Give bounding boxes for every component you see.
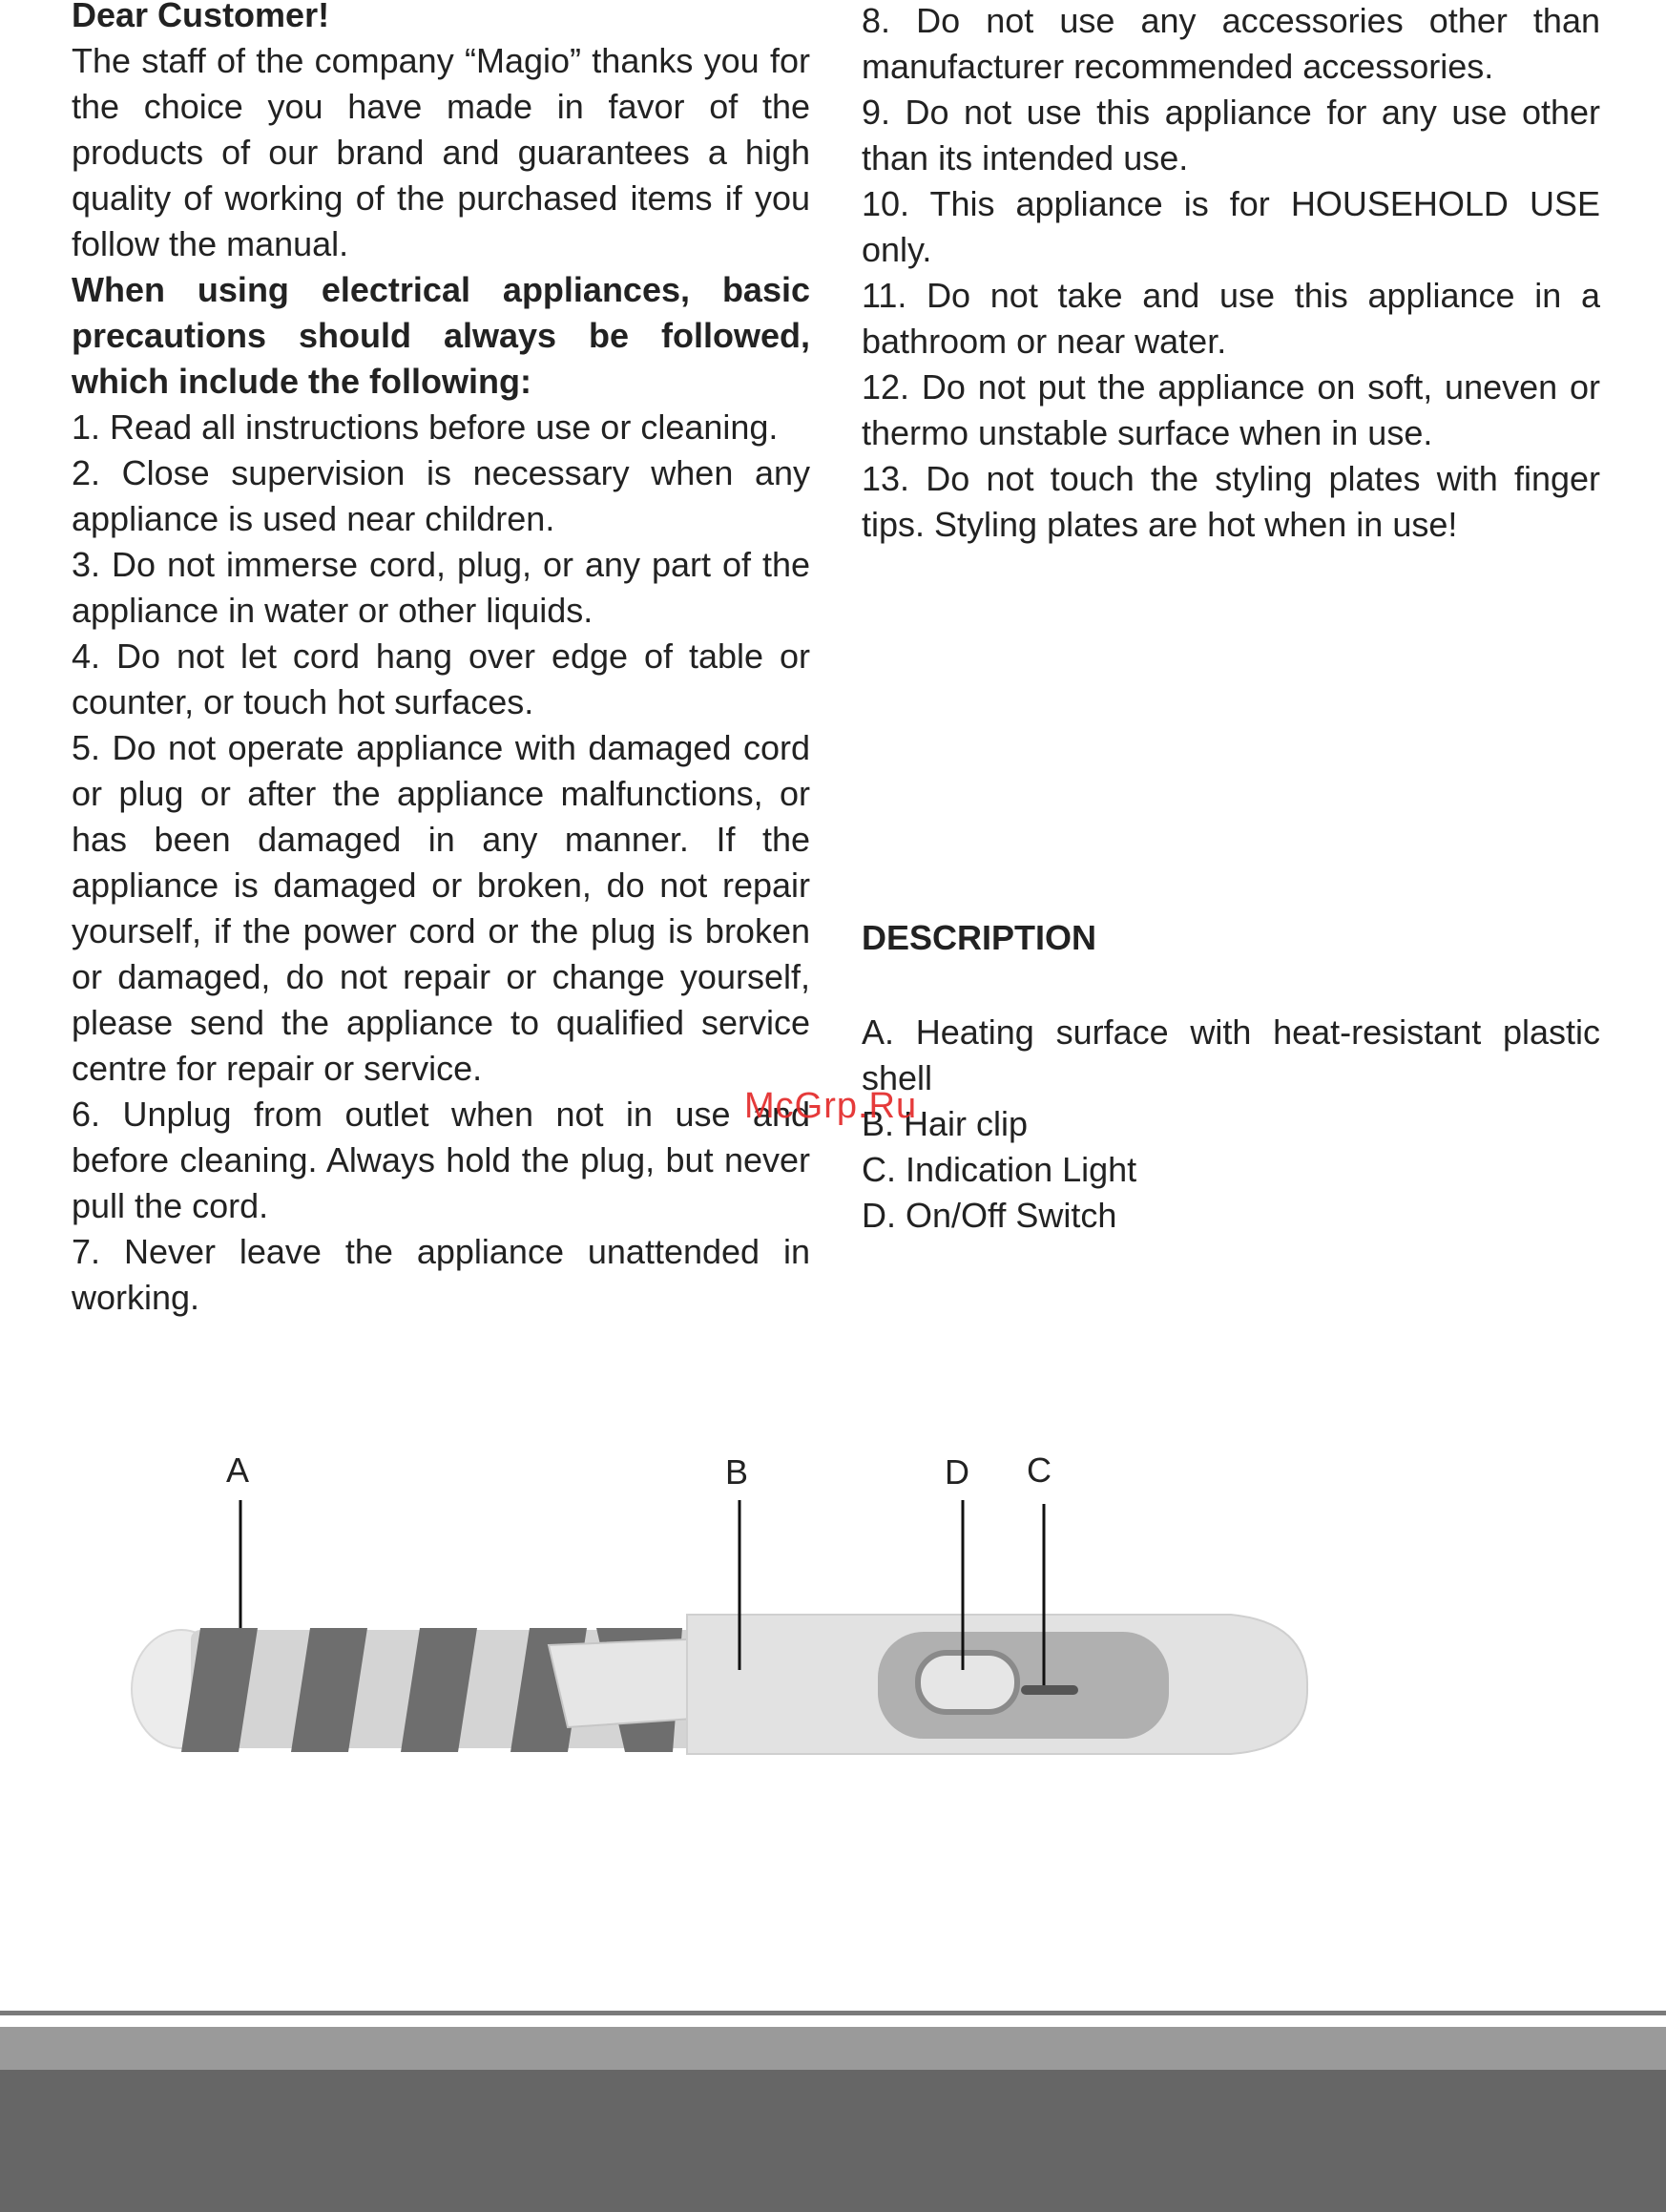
precaution-item: 2. Close supervision is necessary when any appliance is used near children. bbox=[72, 453, 810, 538]
description-item: A. Heating surface with heat-resistant plastic shell bbox=[862, 1012, 1600, 1097]
description-list bbox=[862, 1010, 1600, 1239]
precaution-item: 12. Do not put the appliance on soft, uneven or thermo unstable surface when in use. bbox=[862, 367, 1600, 452]
label-d: D bbox=[945, 1452, 969, 1492]
description-heading: DESCRIPTION bbox=[862, 918, 1097, 957]
precautions-heading: When using electrical appliances, basic precautions should always be followed, which include the following: bbox=[72, 270, 810, 401]
label-a: A bbox=[226, 1450, 250, 1490]
curler-diagram bbox=[0, 1441, 1666, 1823]
footer-stripe bbox=[0, 2027, 1666, 2070]
greeting: Dear Customer! bbox=[72, 0, 330, 34]
label-b: B bbox=[725, 1452, 749, 1492]
precaution-item: 3. Do not immerse cord, plug, or any part of the appliance in water or other liquids. bbox=[72, 545, 810, 630]
precaution-item: 5. Do not operate appliance with damaged cord or plug or after the appliance malfunctions, or has been damaged in any manner. If the appliance is damaged or broken, do not repair yourself, if the power cord or the plug is broken or damaged, do not repair or change yourself, please send the appliance to qualified service centre for repair or service. bbox=[72, 728, 810, 1088]
precaution-item: 7. Never leave the appliance unattended in working. bbox=[72, 1232, 810, 1317]
thanks-paragraph: The staff of the company “Magio” thanks you for the choice you have made in favor of the products of our brand and guarantees a high quality of working of the purchased items if you follow the manual. bbox=[72, 41, 810, 263]
precaution-item: 8. Do not use any accessories other than manufacturer recommended accessories. bbox=[862, 1, 1600, 86]
description-item: C. Indication Light bbox=[862, 1150, 1137, 1189]
right-column bbox=[862, 0, 1600, 548]
description-item: D. On/Off Switch bbox=[862, 1196, 1117, 1235]
curler-illustration bbox=[0, 1441, 1666, 1823]
label-c: C bbox=[1027, 1450, 1052, 1490]
precaution-item: 11. Do not take and use this appliance in a bathroom or near water. bbox=[862, 276, 1600, 361]
precaution-item: 9. Do not use this appliance for any use other than its intended use. bbox=[862, 93, 1600, 177]
footer-divider bbox=[0, 2011, 1666, 2015]
left-column bbox=[72, 0, 810, 1321]
footer-band bbox=[0, 2070, 1666, 2212]
precaution-item: 4. Do not let cord hang over edge of table or counter, or touch hot surfaces. bbox=[72, 636, 810, 721]
precaution-item: 10. This appliance is for HOUSEHOLD USE only. bbox=[862, 184, 1600, 269]
precaution-item: 1. Read all instructions before use or cleaning. bbox=[72, 407, 779, 447]
precaution-item: 6. Unplug from outlet when not in use and before cleaning. Always hold the plug, but never pull the cord. bbox=[72, 1095, 810, 1225]
watermark: McGrp.Ru bbox=[744, 1086, 918, 1126]
description-item: B. Hair clip bbox=[862, 1104, 1029, 1143]
precaution-item: 13. Do not touch the styling plates with finger tips. Styling plates are hot when in use! bbox=[862, 459, 1600, 544]
